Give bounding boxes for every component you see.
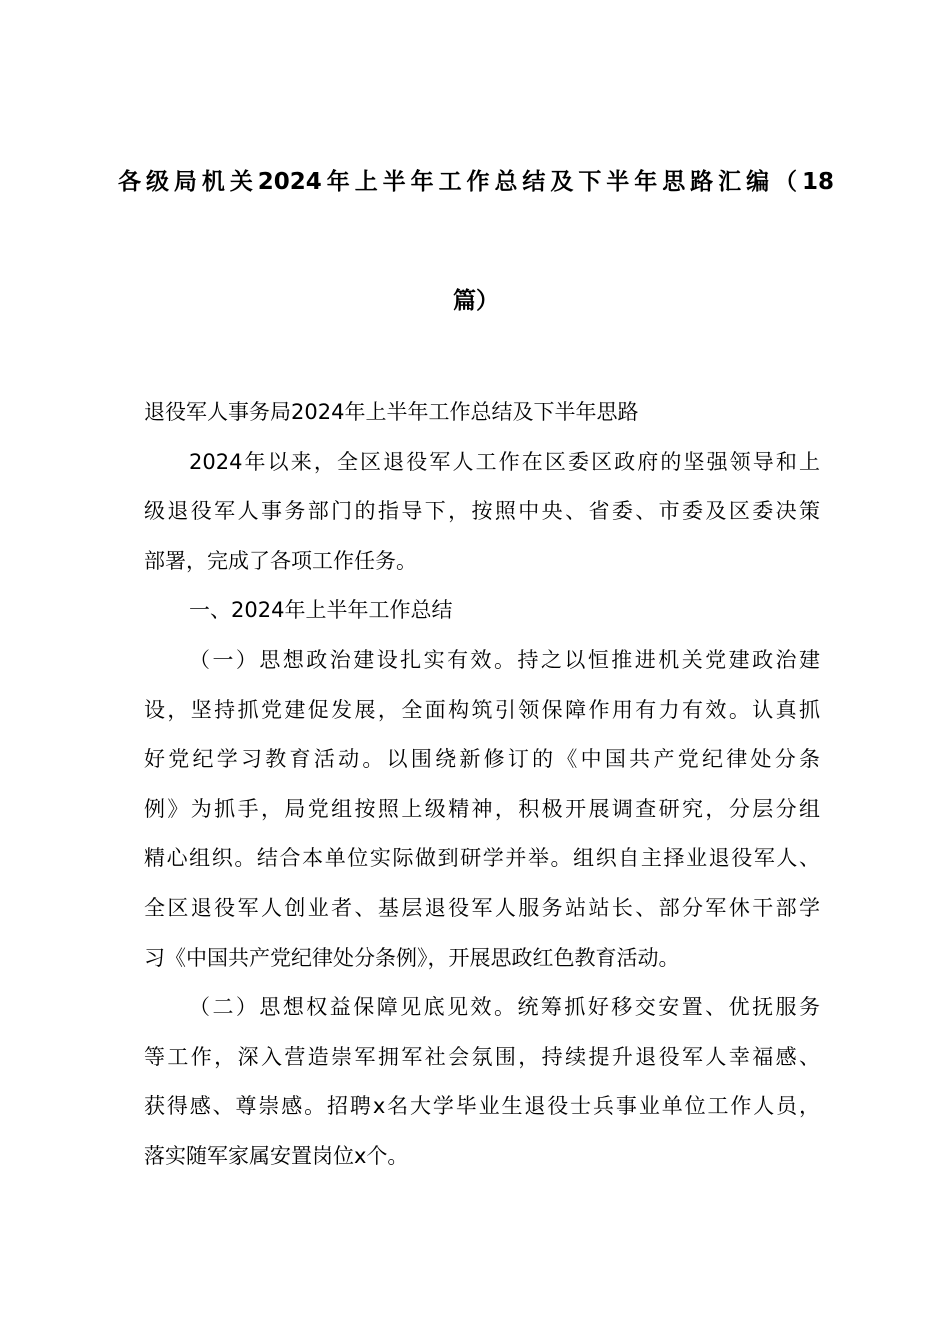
paragraph-line: 落实随军家属安置岗位x个。 [144,1143,409,1168]
paragraph-1 [144,640,820,987]
paragraph-line: 级退役军人事务部门的指导下，按照中央、省委、市委及区委决策 [144,499,820,524]
intro-paragraph [144,442,820,591]
section-heading: 一、2024年上半年工作总结 [189,598,453,623]
paragraph-line: 例》为抓手，局党组按照上级精神，积极开展调查研究，分层分组 [144,796,820,821]
paragraph-line: 等工作，深入营造崇军拥军社会氛围，持续提升退役军人幸福感、 [144,1044,820,1069]
paragraph-line: 部署，完成了各项工作任务。 [144,548,417,573]
paragraph-line: 习《中国共产党纪律处分条例》，开展思政红色教育活动。 [144,945,680,970]
document-title-line-1: 各级局机关2024年上半年工作总结及下半年思路汇编（18 [118,169,834,195]
paragraph-line: 2024年以来，全区退役军人工作在区委区政府的坚强领导和上 [189,449,820,474]
paragraph-line: 设，坚持抓党建促发展，全面构筑引领保障作用有力有效。认真抓 [144,697,820,722]
section-subtitle: 退役军人事务局2024年上半年工作总结及下半年思路 [144,400,639,424]
document-title-line-2: 篇） [453,288,499,314]
paragraph-line: （一）思想政治建设扎实有效。持之以恒推进机关党建政治建 [189,647,820,672]
paragraph-line: 获得感、尊崇感。招聘x名大学毕业生退役士兵事业单位工作人员， [144,1094,820,1119]
paragraph-line: 全区退役军人创业者、基层退役军人服务站站长、部分军休干部学 [144,895,820,920]
paragraph-2 [144,987,820,1185]
paragraph-line: 精心组织。结合本单位实际做到研学并举。组织自主择业退役军人、 [144,846,820,871]
paragraph-line: （二）思想权益保障见底见效。统筹抓好移交安置、优抚服务 [189,995,820,1020]
document-body [144,392,820,1186]
paragraph-line: 好党纪学习教育活动。以围绕新修订的《中国共产党纪律处分条 [144,747,820,772]
